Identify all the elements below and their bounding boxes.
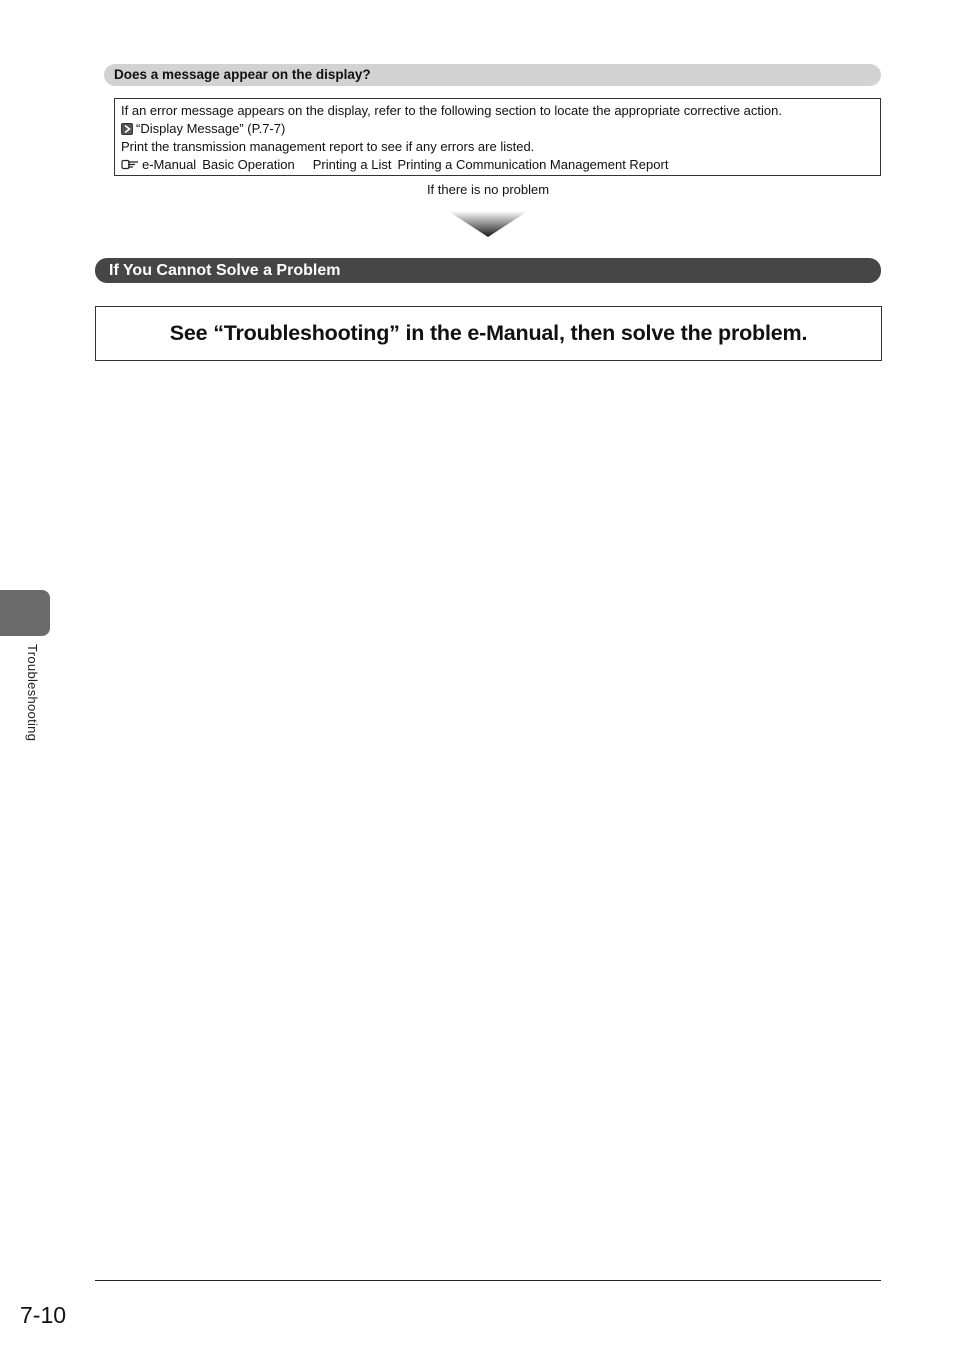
question-heading: Does a message appear on the display? xyxy=(104,64,881,86)
info-line-2 xyxy=(121,120,874,138)
chapter-tab xyxy=(0,590,50,636)
footer-divider xyxy=(95,1280,881,1281)
main-instruction: See “Troubleshooting” in the e-Manual, then solve the problem. xyxy=(95,306,882,361)
info-line-3: Print the transmission management report to see if any errors are listed. xyxy=(121,139,535,154)
info-box xyxy=(114,98,881,176)
reference-arrow-icon xyxy=(121,123,133,135)
info-line-1: If an error message appears on the display, refer to the following section to locate the appropriate corrective action. xyxy=(121,103,782,118)
e-manual-path-1: Basic Operation xyxy=(202,157,295,172)
e-manual-label: e-Manual xyxy=(142,157,197,172)
e-manual-path-2: Printing a List xyxy=(312,157,392,172)
chapter-tab-label: Troubleshooting xyxy=(25,644,40,742)
info-line-4 xyxy=(121,156,874,174)
display-message-link[interactable]: “Display Message” (P.7-7) xyxy=(136,121,286,136)
pointing-hand-icon xyxy=(121,159,139,170)
section-heading: If You Cannot Solve a Problem xyxy=(95,258,881,283)
no-problem-label: If there is no problem xyxy=(426,182,550,197)
down-arrow-icon xyxy=(448,210,528,238)
e-manual-path-3: Printing a Communication Management Report xyxy=(397,157,669,172)
page-number: 7-10 xyxy=(20,1302,67,1328)
